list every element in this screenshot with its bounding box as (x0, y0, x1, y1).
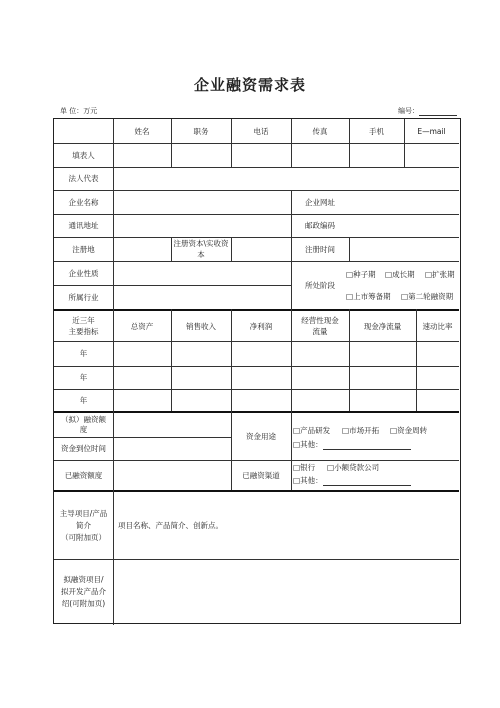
finance-header-net-cash: 现金净流量 (363, 321, 402, 331)
channel-other-field[interactable] (323, 477, 411, 486)
label-industry: 所属行业 (68, 292, 99, 302)
finance-header-indicators: 近三年 主要指标 (68, 316, 99, 336)
label-raised-amount: 已融资额度 (64, 470, 103, 480)
header-mobile: 手机 (369, 126, 384, 136)
stage-option-second-round[interactable]: □第二轮融资期 (401, 292, 454, 301)
label-stage: 所处阶段 (305, 280, 335, 290)
finance-header-net-profit: 净利润 (249, 321, 273, 331)
header-fax: 传真 (312, 126, 328, 136)
label-reg-place: 注册地 (72, 244, 95, 254)
label-address: 通讯地址 (68, 221, 99, 230)
year-label-3: 年 (79, 395, 88, 405)
channel-option-microloan[interactable]: □小额贷款公司 (327, 463, 380, 472)
unit-label: 单 位：万元 (60, 107, 98, 115)
usage-option-turnover[interactable]: □资金周转 (390, 426, 428, 435)
label-proposed-project: 拟融资项目/ 拟开发产品介 绍(可附加页) (61, 574, 106, 608)
finance-header-operating-cash: 经营性现金 流量 (301, 316, 339, 336)
finance-header-sales: 销售收入 (186, 321, 216, 331)
usage-option-other[interactable] (293, 439, 411, 450)
stage-option-growth[interactable]: □成长期 (385, 270, 415, 279)
serial-label: 编号： (398, 107, 419, 115)
label-reg-capital: 注册资本\实收资本 (173, 239, 229, 259)
label-legal-rep: 法人代表 (68, 174, 99, 183)
main-project-hint[interactable]: 项目名称、产品简介、创新点。 (118, 521, 223, 530)
usage-option-market[interactable]: □市场开拓 (342, 426, 380, 435)
stage-option-ipo-prep[interactable]: □上市筹备期 (346, 292, 391, 301)
stage-option-seed[interactable]: □种子期 (346, 270, 376, 279)
form-title: 企业融资需求表 (193, 76, 306, 94)
label-company-name: 企业名称 (68, 197, 99, 207)
label-website: 企业网址 (305, 197, 335, 207)
year-label-2: 年 (79, 373, 88, 382)
finance-header-quick-ratio: 速动比率 (422, 321, 453, 331)
channel-other-label: □其他： (293, 476, 323, 485)
label-nature: 企业性质 (68, 268, 99, 278)
label-postcode: 邮政编码 (305, 221, 335, 230)
stage-option-expansion[interactable]: □扩张期 (425, 270, 455, 279)
header-phone: 电话 (253, 126, 269, 136)
usage-other-label: □其他： (293, 440, 323, 449)
usage-other-field[interactable] (323, 441, 411, 450)
label-funding-amount: （拟）融资额 度 (61, 415, 106, 434)
channel-option-other[interactable] (293, 475, 411, 486)
year-label-1: 年 (79, 349, 88, 358)
serial-number (398, 106, 457, 116)
label-filler: 填表人 (72, 150, 95, 160)
funding-form-table (53, 118, 461, 624)
finance-header-total-assets: 总资产 (130, 321, 154, 331)
label-main-project: 主导项目/产品 简介 （可附加页） (59, 508, 108, 542)
label-reg-time: 注册时间 (305, 244, 335, 254)
header-email: E—mail (417, 126, 446, 136)
proposed-project-field[interactable] (114, 560, 459, 623)
label-raised-channel: 已融资渠道 (242, 470, 280, 480)
usage-option-rd[interactable]: □产品研发 (293, 426, 331, 435)
label-arrival-time: 资金到位时间 (61, 444, 106, 453)
header-name: 姓名 (134, 126, 150, 136)
serial-field[interactable] (419, 107, 457, 116)
label-usage: 资金用途 (246, 432, 276, 441)
channel-option-bank[interactable]: □银行 (293, 463, 316, 472)
header-position: 职务 (193, 126, 209, 136)
